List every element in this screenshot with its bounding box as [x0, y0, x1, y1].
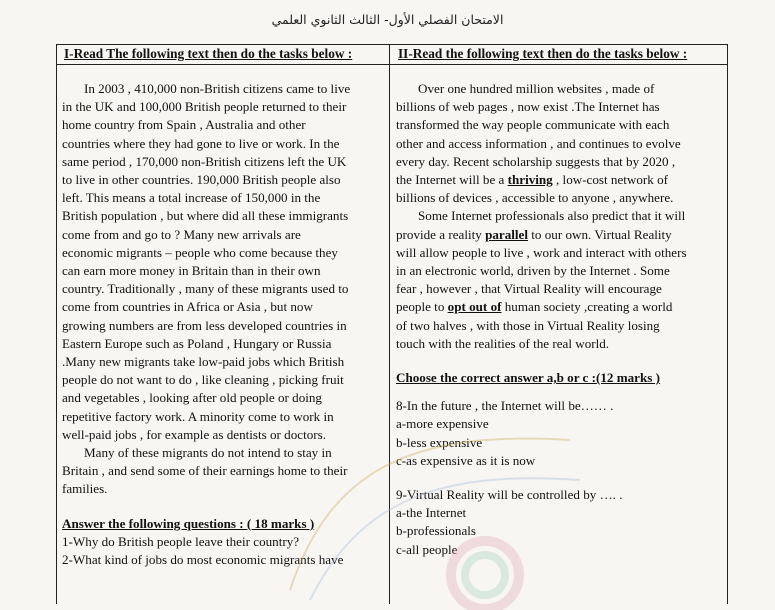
- right-line: Some Internet professionals also predict that it will: [418, 208, 686, 224]
- word-thriving: thriving: [507, 172, 553, 188]
- right-line: provide a reality parallel to our own. Virtual Reality: [396, 226, 672, 242]
- text-line: b-less expensive: [396, 434, 483, 450]
- text-line: touch with the realities of the real world.: [396, 335, 610, 351]
- text-line: will allow people to live , work and interact with others: [396, 244, 687, 260]
- right-section-title: II-Read the following text then do the tasks below :: [398, 46, 688, 61]
- text-line: Eastern Europe such as Poland , Hungary or Russia: [62, 335, 332, 351]
- text-line: a-more expensive: [396, 416, 489, 432]
- text-line: b-professionals: [396, 523, 477, 539]
- text-line: come from countries in Africa or Asia , but now: [62, 299, 313, 315]
- text-line: come from and go to ? Many new arrivals are: [62, 226, 301, 242]
- right-line: people to opt out of human society ,creating a world: [396, 299, 673, 315]
- text-line: growing numbers are from less developed countries in: [62, 317, 347, 333]
- right-column: [396, 44, 722, 559]
- questions-list: [62, 533, 384, 569]
- right-line: the Internet will be a thriving , low-cost network of: [396, 172, 669, 188]
- text-line: to live in other countries. 190,000 British people also: [62, 172, 341, 188]
- left-column: [62, 44, 384, 569]
- text-line: Britain , and send some of their earnings home to their: [62, 463, 348, 479]
- text-line: of two halves , with those in Virtual Reality losing: [396, 317, 660, 333]
- text-line: In 2003 , 410,000 non-British citizens came to live: [84, 81, 351, 96]
- word-parallel: parallel: [485, 226, 528, 242]
- column-divider: [389, 44, 390, 604]
- text-line: countries where they had gone to live or work. In the: [62, 135, 340, 151]
- right-paragraph-2: [396, 244, 722, 299]
- text-line: repetitive factory work. A minority come to work in: [62, 408, 334, 424]
- text-line: left. This means a total increase of 150,000 in the: [62, 190, 321, 206]
- text-line: .Many new migrants take low-paid jobs which British: [62, 354, 345, 370]
- text-line: other and access information , and continues to evolve: [396, 135, 681, 151]
- questions-heading: Answer the following questions : ( 18 marks ): [62, 515, 315, 531]
- exam-header: الامتحان الفصلي الأول- الثالث الثانوي العلمي: [271, 12, 504, 27]
- text-line: transformed the way people communicate with each: [396, 117, 670, 133]
- text-line: a-the Internet: [396, 505, 467, 521]
- right-paragraph-1: [396, 80, 722, 171]
- left-paragraph-1: [62, 80, 384, 444]
- left-paragraph-2: [62, 444, 384, 499]
- text-line: country. Traditionally , many of these migrants used to: [62, 281, 349, 297]
- left-section-title: I-Read The following text then do the tasks below :: [64, 46, 353, 61]
- text-line: British population , but where did all these immigrants: [62, 208, 349, 224]
- text-line: billions of web pages , now exist .The Internet has: [396, 99, 660, 115]
- text-line: 2-What kind of jobs do most economic migrants have: [62, 552, 344, 568]
- text-line: fear , however , that Virtual Reality will encourage: [396, 281, 662, 297]
- text-line: families.: [62, 481, 108, 497]
- right-paragraph-2-end: [396, 317, 722, 353]
- text-line: home country from Spain , Australia and other: [62, 117, 306, 133]
- question-8-stem: 8-In the future , the Internet will be…… .: [396, 398, 614, 414]
- right-line: billions of devices , accessible to anyone , anywhere.: [396, 190, 674, 206]
- text-line: c-as expensive as it is now: [396, 452, 536, 468]
- text-line: can earn more money in Britain than in their own: [62, 263, 321, 279]
- text-line: and vegetables , looking after old people or doing: [62, 390, 322, 406]
- text-line: in an electronic world, driven by the Internet . Some: [396, 263, 670, 279]
- choose-heading: Choose the correct answer a,b or c :(12 marks ): [396, 370, 661, 386]
- question-9-stem: 9-Virtual Reality will be controlled by …. .: [396, 487, 623, 503]
- word-opt-out-of: opt out of: [447, 299, 502, 315]
- text-line: economic migrants – people who come because they: [62, 244, 338, 260]
- text-line: in the UK and 100,000 British people returned to their: [62, 99, 347, 115]
- text-line: well-paid jobs , for example as dentists or doctors.: [62, 426, 326, 442]
- text-line: Many of these migrants do not intend to stay in: [84, 445, 332, 461]
- text-line: every day. Recent scholarship suggests that by 2020 ,: [396, 153, 676, 169]
- text-line: 1-Why do British people leave their country?: [62, 533, 300, 549]
- question-8-options: [396, 415, 722, 470]
- text-line: c-all people: [396, 541, 458, 557]
- text-line: same period , 170,000 non-British citizens left the UK: [62, 153, 347, 169]
- text-line: people do not want to do , like cleaning , picking fruit: [62, 372, 344, 388]
- question-9-options: [396, 504, 722, 559]
- text-line: Over one hundred million websites , made of: [418, 81, 655, 96]
